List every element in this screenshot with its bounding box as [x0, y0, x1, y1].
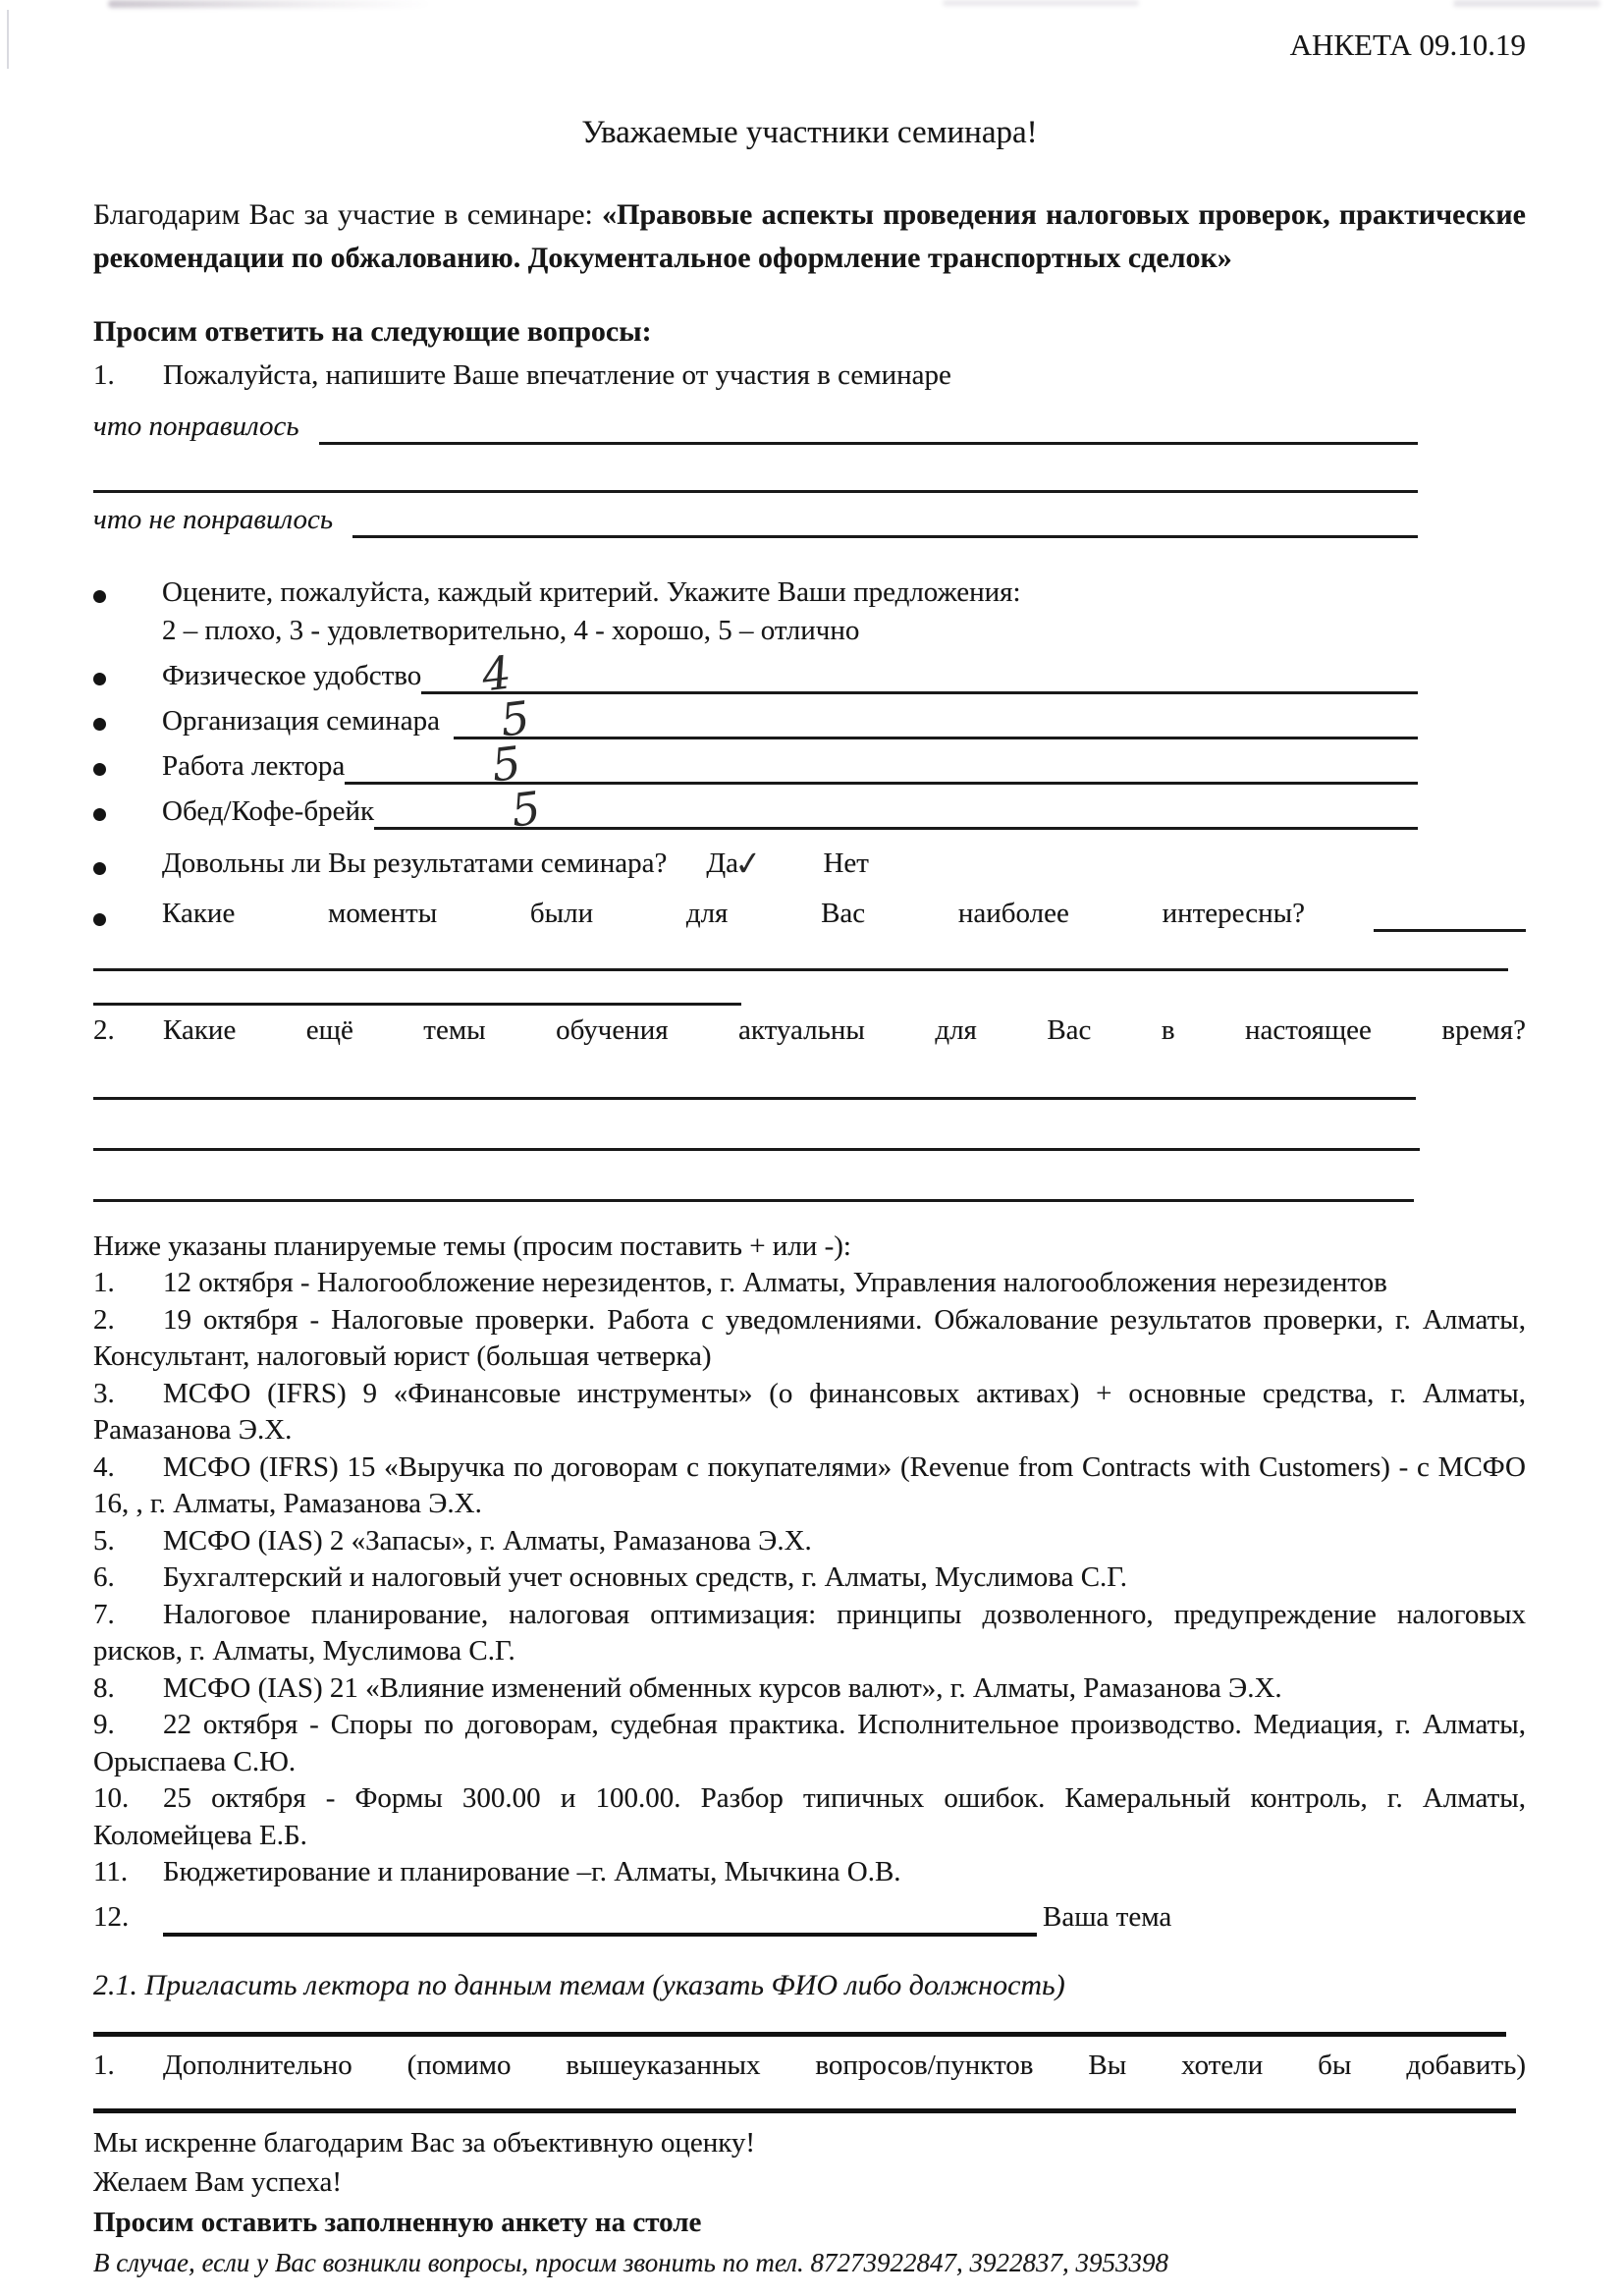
scan-smudge: [943, 0, 1139, 6]
your-topic-label: Ваша тема: [1043, 1901, 1172, 1934]
satisfied-question: [162, 840, 1526, 884]
questions-header: Просим ответить на следующие вопросы:: [93, 315, 652, 349]
write-in-line-half: [93, 1003, 741, 1006]
topic-text: МСФО (IFRS) 9 «Финансовые инструменты» (о финансовых активах) + основные средства, г. Алматы, Рамазанова Э.Х.: [93, 1377, 1526, 1447]
planned-topics-section: [93, 1228, 1526, 1937]
section-divider-line: [93, 2032, 1506, 2037]
topic-item-4: [93, 1449, 1526, 1523]
topic-number: 4.: [93, 1450, 115, 1483]
topic-item-7: [93, 1597, 1526, 1670]
topic-text: МСФО (IFRS) 15 «Выручка по договорам с покупателями» (Revenue from Contracts with Customers) - с МСФО 16, , г. Алматы, Рамазанова Э.Х.: [93, 1450, 1526, 1520]
interesting-question-text: Какие моменты были для Вас наиболее интересны?: [162, 898, 1305, 930]
rating-scale-text: 2 – плохо, 3 - удовлетворительно, 4 - хорошо, 5 – отлично: [162, 614, 860, 646]
bullet-icon: [93, 808, 106, 821]
question-1-number: 1.: [93, 359, 115, 392]
interesting-write-in-line: [1374, 929, 1526, 932]
topic-item-3: [93, 1376, 1526, 1449]
topics-header: Ниже указаны планируемые темы (просим поставить + или -):: [93, 1230, 851, 1262]
write-in-line: [93, 1148, 1420, 1151]
topic-text: 12 октября - Налогообложение нерезидентов, г. Алматы, Управления налогообложения нерезидентов: [163, 1267, 1387, 1299]
topic-text: 19 октября - Налоговые проверки. Работа с уведомлениями. Обжалование результатов проверки, г. Алматы, Консультант, налоговый юрист (большая четверка): [93, 1303, 1526, 1373]
write-in-line: [93, 1199, 1414, 1202]
rating-label: Организация семинара: [162, 704, 440, 737]
topic-text: 25 октября - Формы 300.00 и 100.00. Разбор типичных ошибок. Камеральный контроль, г. Алматы, Коломейцева Е.Б.: [93, 1782, 1526, 1851]
your-topic-write-in-line: [163, 1933, 1037, 1937]
handwritten-score: 5: [508, 780, 544, 838]
topic-text: МСФО (IAS) 2 «Запасы», г. Алматы, Рамазанова Э.Х.: [163, 1524, 812, 1557]
topic-number: 12.: [93, 1901, 130, 1934]
intro-paragraph: [93, 193, 1526, 279]
handwritten-checkmark: ✓: [731, 843, 765, 886]
topic-item-12: [93, 1891, 1526, 1937]
disliked-field-row: [93, 495, 1526, 538]
question-2-number: 2.: [93, 1013, 115, 1046]
topic-number: 9.: [93, 1709, 115, 1741]
bullet-cell: [93, 763, 162, 785]
topic-number: 10.: [93, 1782, 130, 1815]
write-in-line: [93, 1097, 1416, 1100]
rating-label: Физическое удобство: [162, 659, 422, 691]
interesting-row: [93, 890, 1526, 935]
topic-item-8: [93, 1670, 1526, 1708]
bullet-icon: [93, 718, 106, 731]
rating-write-in-line: [374, 779, 1418, 838]
topic-text: 22 октября - Споры по договорам, судебная практика. Исполнительное производство. Медиация, г. Алматы, Орыспаева С.Ю.: [93, 1709, 1526, 1777]
handwritten-score: 5: [489, 735, 524, 793]
scan-smudge: [1453, 0, 1600, 7]
bullet-cell: [93, 913, 162, 935]
footer-leave-note: Просим оставить заполненную анкету на столе: [93, 2206, 702, 2238]
write-in-line: [93, 490, 1418, 493]
topic-item-6: [93, 1559, 1526, 1597]
topic-item-11: [93, 1854, 1526, 1891]
disliked-write-in-line: [352, 535, 1418, 538]
bullet-cell: [93, 590, 162, 612]
topic-item-1: [93, 1265, 1526, 1302]
disliked-label: что не понравилось: [93, 504, 334, 536]
liked-field-row: [93, 402, 1526, 445]
seminar-title: «Правовые аспекты проведения налоговых проверок, практические рекомендации по обжалованию. Документальное оформление транспортных сделок»: [93, 198, 1527, 274]
answer-no: Нет: [823, 847, 869, 879]
liked-label: что понравилось: [93, 410, 299, 443]
write-in-line: [93, 968, 1508, 971]
satisfied-question-text: Довольны ли Вы результатами семинара?: [162, 847, 668, 879]
topic-number: 8.: [93, 1671, 115, 1704]
handwritten-score: 4: [479, 644, 514, 702]
bullet-icon: [93, 913, 106, 926]
bullet-cell: [93, 862, 162, 884]
handwritten-score: 5: [497, 689, 533, 747]
answer-yes: Да: [706, 847, 738, 879]
satisfied-row: [93, 840, 1526, 884]
question-1: [93, 356, 1526, 394]
rating-write-in-line: [345, 734, 1418, 793]
rating-intro-text: Оцените, пожалуйста, каждый критерий. Укажите Ваши предложения:: [162, 576, 1021, 609]
scan-edge-artifact: [7, 10, 9, 69]
topic-item-10: [93, 1780, 1526, 1854]
topic-number: 7.: [93, 1598, 115, 1630]
scan-smudge: [108, 0, 432, 8]
topic-text: МСФО (IAS) 21 «Влияние изменений обменных курсов валют», г. Алматы, Рамазанова Э.Х.: [163, 1671, 1282, 1704]
rating-intro-row: [93, 574, 1526, 611]
topic-item-2: [93, 1302, 1526, 1376]
additional-number: 1.: [93, 2050, 115, 2082]
footer-thanks: Мы искренне благодарим Вас за объективную оценку!: [93, 2126, 756, 2159]
topic-item-9: [93, 1707, 1526, 1780]
topic-number: 6.: [93, 1561, 115, 1594]
rating-label: Обед/Кофе-брейк: [162, 794, 375, 827]
topic-item-5: [93, 1523, 1526, 1560]
bullet-icon: [93, 673, 106, 685]
bullet-cell: [93, 808, 162, 830]
additional-question-row: [93, 2047, 1526, 2084]
topic-text: Налоговое планирование, налоговая оптимизация: принципы дозволенного, предупреждение налоговых рисков, г. Алматы, Муслимова С.Г.: [93, 1598, 1526, 1667]
topic-text: Бюджетирование и планирование –г. Алматы, Мычкина О.В.: [163, 1856, 901, 1888]
rating-write-in-line: [454, 688, 1418, 747]
topic-number: 5.: [93, 1524, 115, 1557]
bullet-icon: [93, 590, 106, 603]
topic-number: 1.: [93, 1267, 115, 1299]
rating-write-in-line: [421, 643, 1418, 702]
bullet-cell: [93, 673, 162, 694]
rating-row-lunch: [93, 780, 1526, 838]
topic-text: Бухгалтерский и налоговый учет основных средств, г. Алматы, Муслимова С.Г.: [163, 1561, 1128, 1594]
topic-number: 2.: [93, 1303, 115, 1336]
bullet-icon: [93, 763, 106, 776]
bullet-cell: [93, 718, 162, 739]
liked-write-in-line: [319, 442, 1418, 445]
footer-contact-phones: В случае, если у Вас возникли вопросы, просим звонить по тел. 87273922847, 3922837, 3953398: [93, 2248, 1168, 2278]
rating-label: Работа лектора: [162, 749, 346, 782]
topic-number: 3.: [93, 1377, 115, 1409]
question-1-text: Пожалуйста, напишите Ваше впечатление от участия в семинаре: [163, 359, 951, 392]
question-2-text: Какие ещё темы обучения актуальны для Вас в настоящее время?: [163, 1013, 1526, 1046]
section-divider-line: [93, 2108, 1516, 2113]
intro-prefix: Благодарим Вас за участие в семинаре:: [93, 198, 603, 232]
document-label: АНКЕТА 09.10.19: [1289, 27, 1526, 62]
page-title: Уважаемые участники семинара!: [581, 114, 1038, 150]
question-2-1: 2.1. Пригласить лектора по данным темам (указать ФИО либо должность): [93, 1968, 1065, 2001]
footer-section: [93, 2123, 1526, 2281]
question-2: [93, 1011, 1526, 1049]
footer-wish: Желаем Вам успеха!: [93, 2166, 343, 2199]
topic-number: 11.: [93, 1856, 129, 1888]
additional-text: Дополнительно (помимо вышеуказанных вопросов/пунктов Вы хотели бы добавить): [163, 2050, 1526, 2082]
bullet-icon: [93, 862, 106, 875]
